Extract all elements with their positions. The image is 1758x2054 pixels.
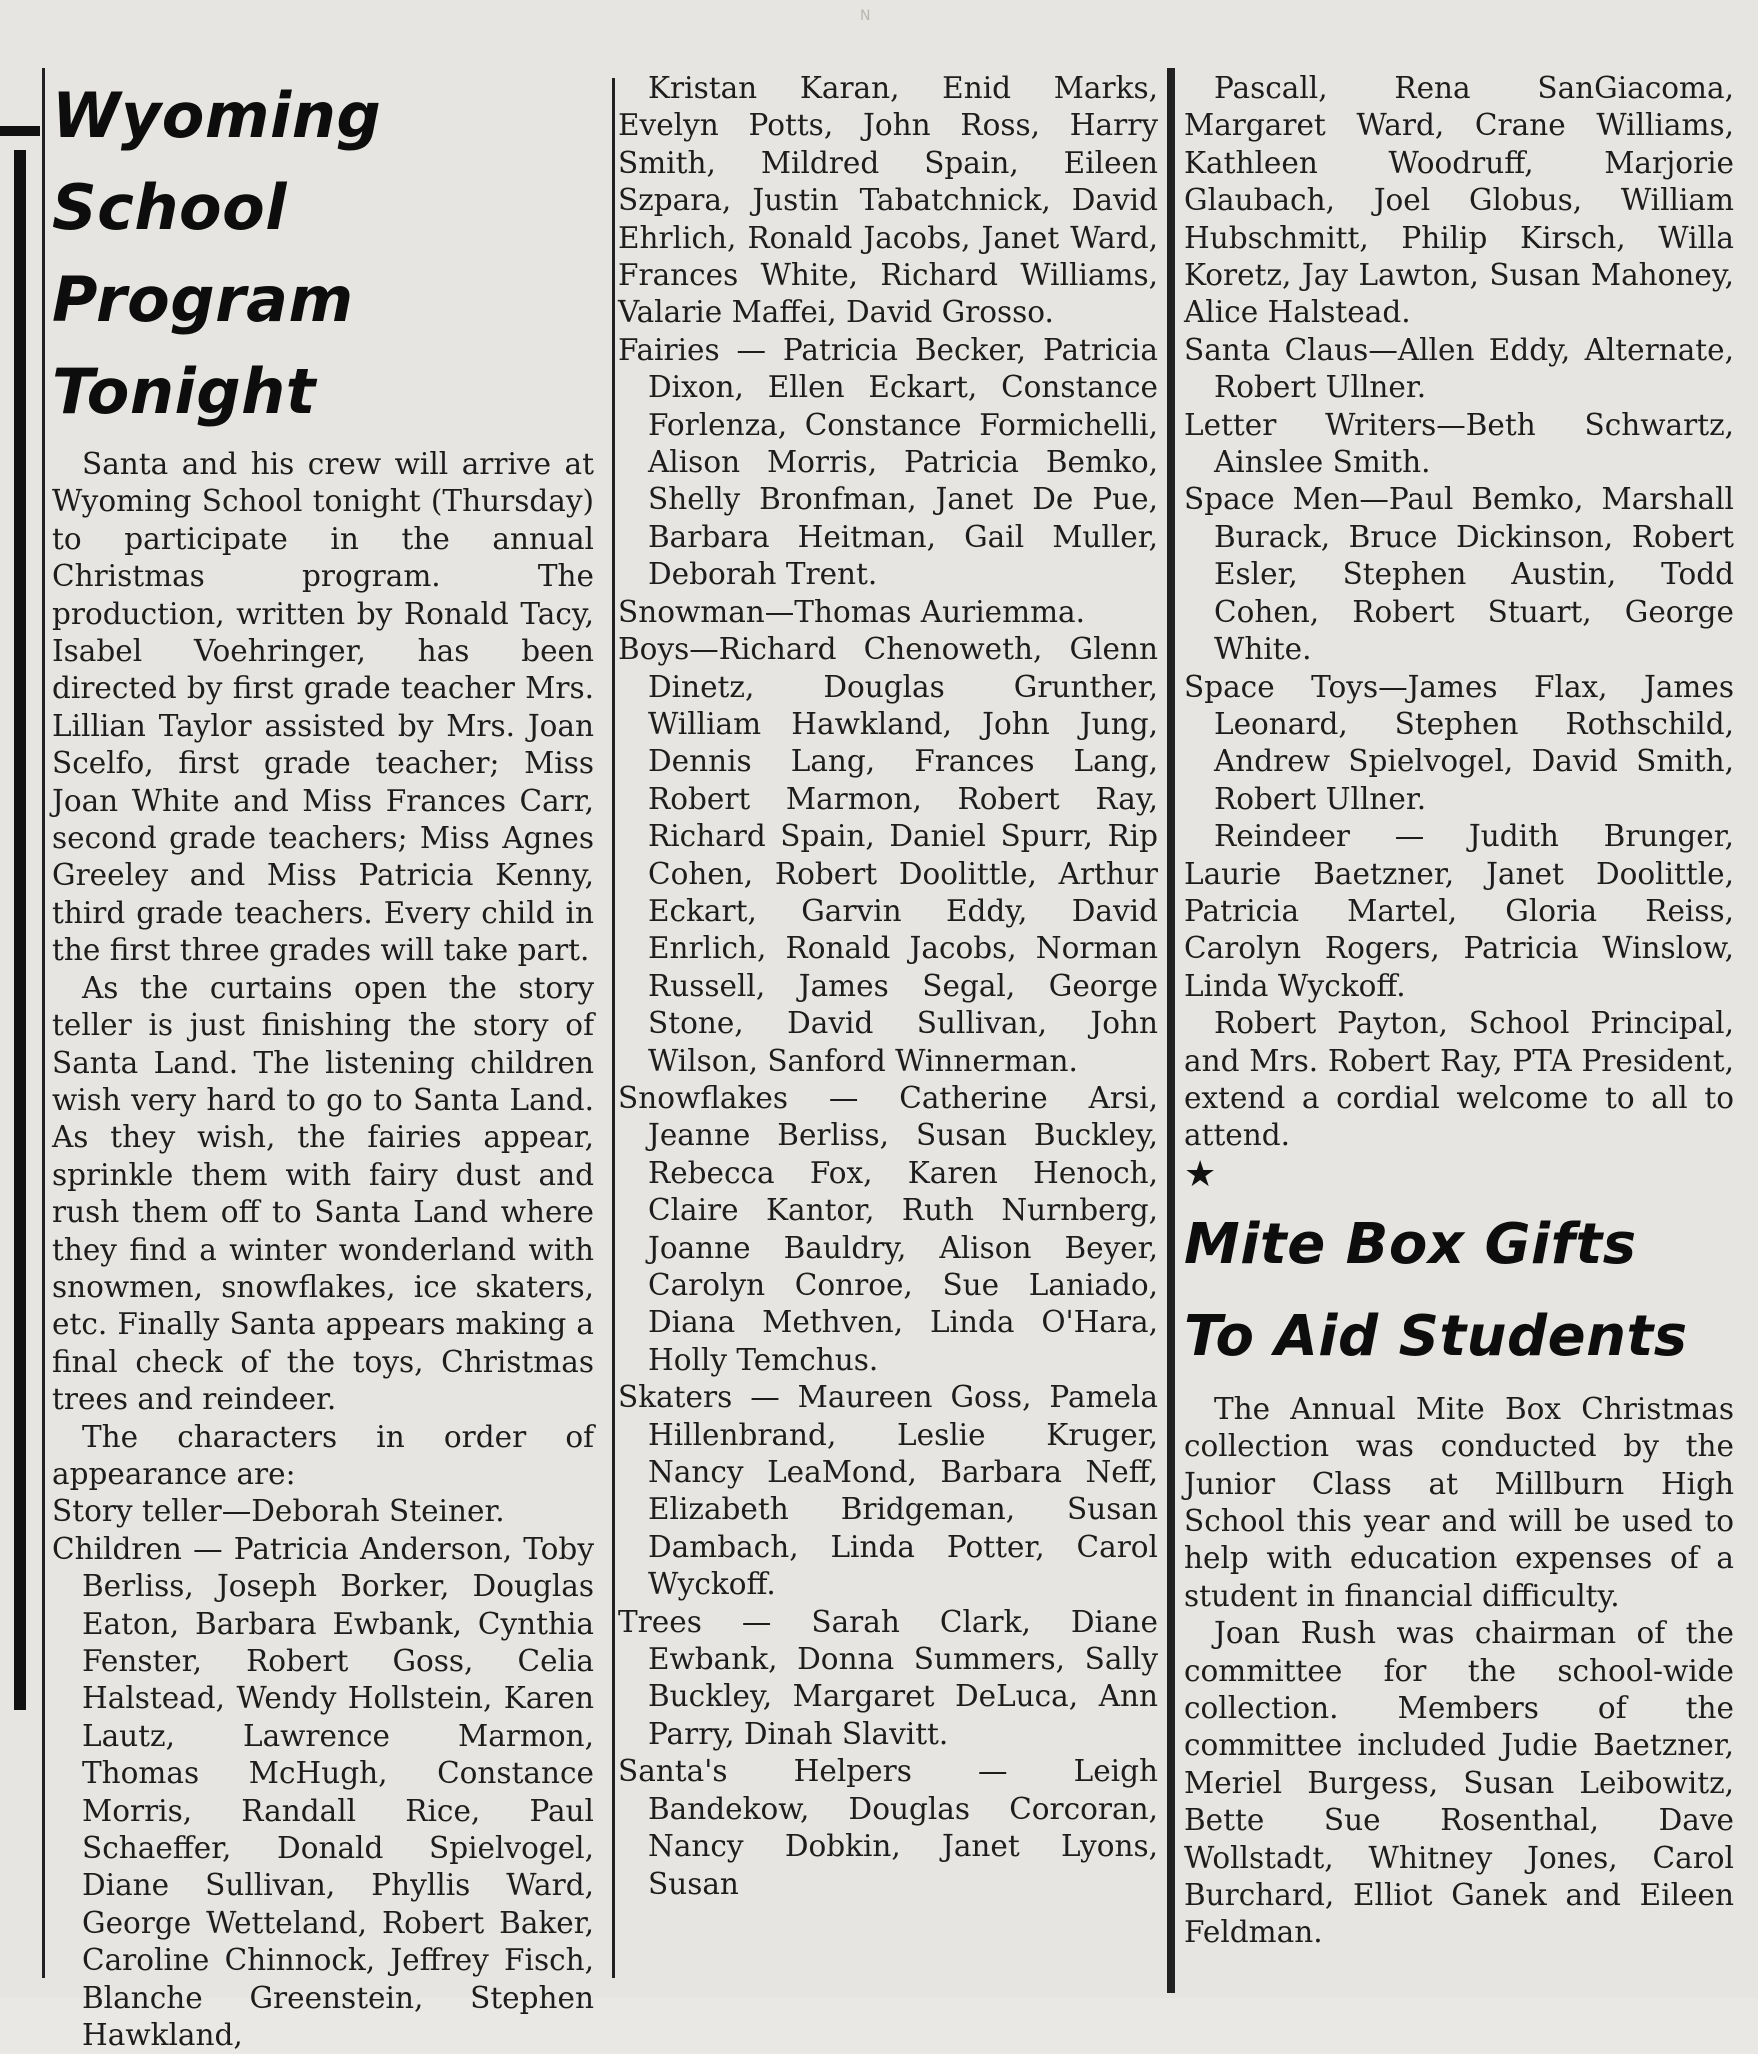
- cast-entry: Skaters — Maureen Goss, Pamela Hillenbrand, Leslie Kruger, Nancy LeaMond, Barbara Neff, Elizabeth Bridgeman, Susan Dambach, Linda Potter, Carol Wyckoff.: [618, 1380, 1158, 1602]
- cast-entry: Boys—Richard Chenoweth, Glenn Dinetz, Douglas Grunther, William Hawkland, John Jung, Dennis Lang, Frances Lang, Robert Marmon, Robert Ray, Richard Spain, Daniel Spurr, Rip Cohen, Robert Doolittle, Arthur Eckart, Garvin Eddy, David Enrlich, Ronald Jacobs, Norman Russell, James Segal, George Stone, David Sullivan, John Wilson, Sanford Winnerman.: [618, 632, 1158, 1078]
- cast-entry: Reindeer — Judith Brunger, Laurie Baetzner, Janet Doolittle, Patricia Martel, Gloria Reiss, Carolyn Rogers, Patricia Winslow, Linda Wyckoff.: [1184, 819, 1734, 1003]
- cast-entry: Santa Claus—Allen Eddy, Alternate, Robert Ullner.: [1184, 332, 1734, 405]
- article-paragraph: The Annual Mite Box Christmas collection was conducted by the Junior Class at Millburn High School this year and will be used to help with education expenses of a student in financial difficulty.: [1184, 1391, 1734, 1613]
- article-column-middle: [618, 70, 1158, 1903]
- headline-line: Program Tonight: [52, 263, 354, 428]
- headline-wyoming-school: [52, 70, 594, 438]
- cast-entry: Santa's Helpers — Leigh Bandekow, Douglas Corcoran, Nancy Dobkin, Janet Lyons, Susan: [618, 1754, 1158, 1901]
- cast-entry: Kristan Karan, Enid Marks, Evelyn Potts, John Ross, Harry Smith, Mildred Spain, Eileen Szpara, Justin Tabatchnick, David Ehrlich, Ronald Jacobs, Janet Ward, Frances White, Richard Williams, Valarie Maffei, David Grosso.: [618, 71, 1158, 330]
- cast-entry: Space Men—Paul Bemko, Marshall Burack, Bruce Dickinson, Robert Esler, Stephen Austin, Todd Cohen, Robert Stuart, George White.: [1184, 482, 1734, 667]
- star-separator-icon: ★: [1184, 1153, 1217, 1195]
- headline-line: To Aid Students: [1184, 1303, 1688, 1369]
- cast-entry: Fairies — Patricia Becker, Patricia Dixon, Ellen Eckart, Constance Forlenza, Constance Formichelli, Alison Morris, Patricia Bemko, Shelly Bronfman, Janet De Pue, Barbara Heitman, Gail Muller, Deborah Trent.: [618, 332, 1158, 592]
- article-paragraph: Santa and his crew will arrive at Wyoming School tonight (Thursday) to participate in the annual Christmas program. The production, written by Ronald Tacy, Isabel Voehringer, has been directed by first grade teacher Mrs. Lillian Taylor assisted by Mrs. Joan Scelfo, first grade teacher; Miss Joan White and Miss Frances Carr, second grade teachers; Miss Agnes Greeley and Miss Patricia Kenny, third grade teachers. Every child in the first three grades will take part.: [52, 447, 594, 968]
- left-edge-mark: [0, 126, 40, 136]
- cast-entry: Snowflakes — Catherine Arsi, Jeanne Berliss, Susan Buckley, Rebecca Fox, Karen Henoch, Claire Kantor, Ruth Nurnberg, Joanne Bauldry, Alison Beyer, Carolyn Conroe, Sue Laniado, Diana Methven, Linda O'Hara, Holly Temchus.: [618, 1080, 1158, 1377]
- closing-paragraph: Robert Payton, School Principal, and Mrs. Robert Ray, PTA President, extend a cordial welcome to all to attend.: [1184, 1006, 1734, 1153]
- cast-entry: Trees — Sarah Clark, Diane Ewbank, Donna Summers, Sally Buckley, Margaret DeLuca, Ann Parry, Dinah Slavitt.: [618, 1604, 1158, 1751]
- article-paragraph: Joan Rush was chairman of the committee for the school-wide collection. Members of the committee included Judie Baetzner, Meriel Burgess, Susan Leibowitz, Bette Sue Rosenthal, Dave Wollstadt, Whitney Jones, Carol Burchard, Elliot Ganek and Eileen Feldman.: [1184, 1616, 1734, 1950]
- article-column-right: [1184, 70, 1734, 1952]
- cast-entry: Pascall, Rena SanGiacoma, Margaret Ward, Crane Williams, Kathleen Woodruff, Marjorie Glaubach, Joel Globus, William Hubschmitt, Philip Kirsch, Willa Koretz, Jay Lawton, Susan Mahoney, Alice Halstead.: [1184, 71, 1734, 330]
- article-paragraph: As the curtains open the story teller is just finishing the story of Santa Land. The listening children wish very hard to go to Santa Land. As they wish, the fairies appear, sprinkle them with fairy dust and rush them off to Santa Land where they find a winter wonderland with snowmen, snowflakes, ice skaters, etc. Finally Santa appears making a final check of the toys, Christmas trees and reindeer.: [52, 970, 594, 1417]
- page-fold-mark: N: [860, 8, 871, 24]
- cast-entry: Space Toys—James Flax, James Leonard, Stephen Rothschild, Andrew Spielvogel, David Smith, Robert Ullner.: [1184, 669, 1734, 816]
- article-column-left: [52, 70, 594, 2054]
- cast-entry: Children — Patricia Anderson, Toby Berliss, Joseph Borker, Douglas Eaton, Barbara Ewbank, Cynthia Fenster, Robert Goss, Celia Halstead, Wendy Hollstein, Karen Lautz, Lawrence Marmon, Thomas McHugh, Constance Morris, Randall Rice, Paul Schaeffer, Donald Spielvogel, Diane Sullivan, Phyllis Ward, George Wetteland, Robert Baker, Caroline Chinnock, Jeffrey Fisch, Blanche Greenstein, Stephen Hawkland,: [52, 1531, 594, 2053]
- cast-entry: Snowman—Thomas Auriemma.: [618, 594, 1086, 629]
- cast-entry: Letter Writers—Beth Schwartz, Ainslee Smith.: [1184, 407, 1734, 480]
- column-rule-1: [612, 78, 615, 1978]
- column-rule-left: [42, 68, 45, 1978]
- headline-mite-box: [1184, 1199, 1734, 1383]
- left-edge-bar: [14, 150, 26, 1710]
- headline-line: Mite Box Gifts: [1184, 1211, 1637, 1277]
- cast-entry: Story teller—Deborah Steiner.: [52, 1494, 505, 1529]
- headline-line: Wyoming School: [52, 79, 382, 244]
- article-paragraph: The characters in order of appearance are:: [52, 1419, 594, 1491]
- column-rule-2: [1167, 68, 1175, 1993]
